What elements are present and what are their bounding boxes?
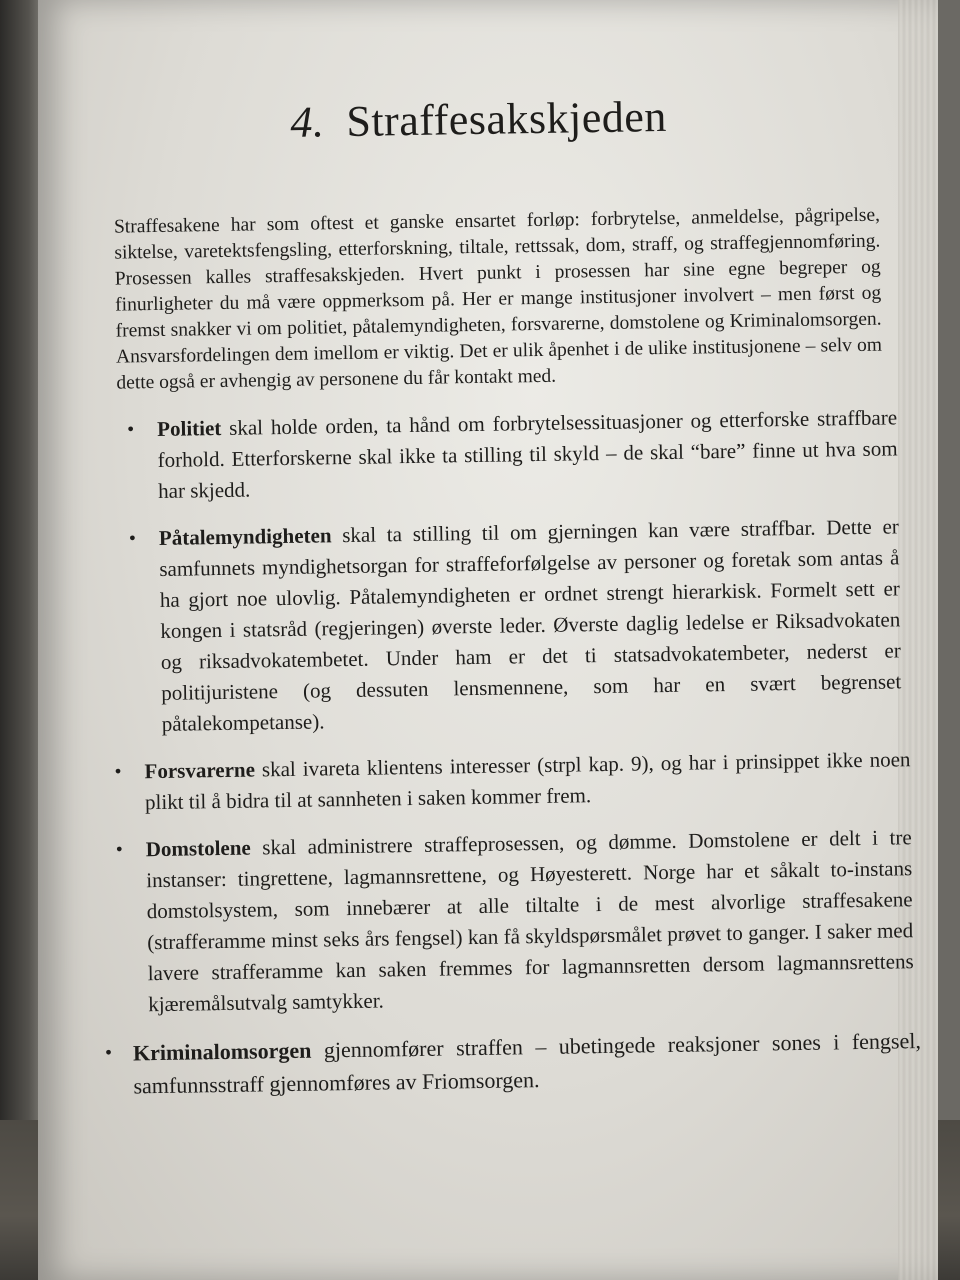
bullet-icon: •	[114, 760, 122, 783]
list-item-patalemyndigheten	[97, 511, 916, 741]
chapter-number: 4.	[289, 97, 325, 147]
chapter-heading	[290, 87, 907, 148]
bullet-icon: •	[127, 418, 135, 441]
term-politiet: Politiet	[156, 415, 222, 441]
list-item-forsvarerne	[100, 744, 917, 819]
term-domstolene: Domstolene	[145, 835, 251, 862]
list-item-kriminalomsorgen	[105, 1024, 922, 1103]
text-forsvarerne: skal ivareta klientens interesser (strpl kap. 9), og har i prinsippet ikke noen plikt til å bidra til at sannheten i saken kommer frem.	[144, 747, 911, 815]
text-patalemyndigheten: skal ta stilling til om gjerningen kan være straffbar. Dette er samfunnets myndighetsorgan for straffeforfølgelse av personer og foretak som antas å ha gjort noe ulovlig. Påtalemyndigheten er ordnet strengt hierarkisk. Formelt sett er kongen i statsråd (regjeringen) øverste leder. Øverste daglig ledelse er Riksadvokaten og riksadvokatembetet. Under ham er det ti statsadvokatembeter, nederst er politijuristene (og dessuten lensmennene, som har en svært begrenset påtalekompetanse).	[159, 514, 902, 736]
list-item-politiet	[95, 402, 912, 508]
text-kriminalomsorgen: gjennomfører straffen – ubetingede reaksjoner sones i fengsel, samfunnsstraff gjennomføres av Friomsorgen.	[133, 1028, 922, 1099]
text-domstolene: skal administrere straffeprosessen, og dømme. Domstolene er delt i tre instanser: tingrettene, lagmannsrettene, og Høyesterett. Norge har et såkalt to-instans domstolsystem, som innebærer at alle tiltalte i de mest alvorlige straffesakene (strafferamme minst seks års fengsel) kan få skyldspørsmålet prøvet to ganger. I saker med lavere strafferamme kan saken fremmes for lagmannsretten dersom lagmannsrettens kjæremålsutvalg samtykker.	[146, 825, 914, 1017]
term-kriminalomsorgen: Kriminalomsorgen	[132, 1037, 312, 1066]
list-item-domstolene	[102, 822, 921, 1021]
page-content	[90, 87, 922, 1119]
term-forsvarerne: Forsvarerne	[144, 757, 256, 784]
chapter-title: Straffesakskjeden	[345, 91, 668, 146]
bullet-icon: •	[104, 1041, 113, 1064]
book-page	[38, 0, 938, 1280]
text-politiet: skal holde orden, ta hånd om forbrytelsessituasjoner og etterforske straffbare forhold. Etterforskerne skal ikke ta stilling til skyld – de skal “bare” finne ut hva som har skjedd.	[157, 405, 898, 503]
bullet-icon: •	[128, 527, 137, 550]
bullet-icon: •	[115, 838, 123, 861]
term-patalemyndigheten: Påtalemyndigheten	[158, 523, 332, 550]
intro-paragraph: Straffesakene har som oftest et ganske ensartet forløp: forbrytelse, anmeldelse, pågripelse, siktelse, varetektsfengsling, etterforskning, tiltale, rettssak, dom, straff, og straffegjennomføring. Prosessen kalles straffesakskjeden. Hvert punkt i prosessen har sine egne begreper og finurligheter du må være oppmerksom på. Her er mange institusjoner involvert – men først og fremst snakker vi om politiet, påtalemyndigheten, forsvarerne, domstolene og Kriminalomsorgen. Ansvarsfordelingen dem imellom er viktig. Det er ulik åpenhet i de ulike institusjonene – selv om dette også er avhengig av personene du får kontakt med.	[113, 204, 883, 394]
institution-list	[95, 402, 922, 1103]
